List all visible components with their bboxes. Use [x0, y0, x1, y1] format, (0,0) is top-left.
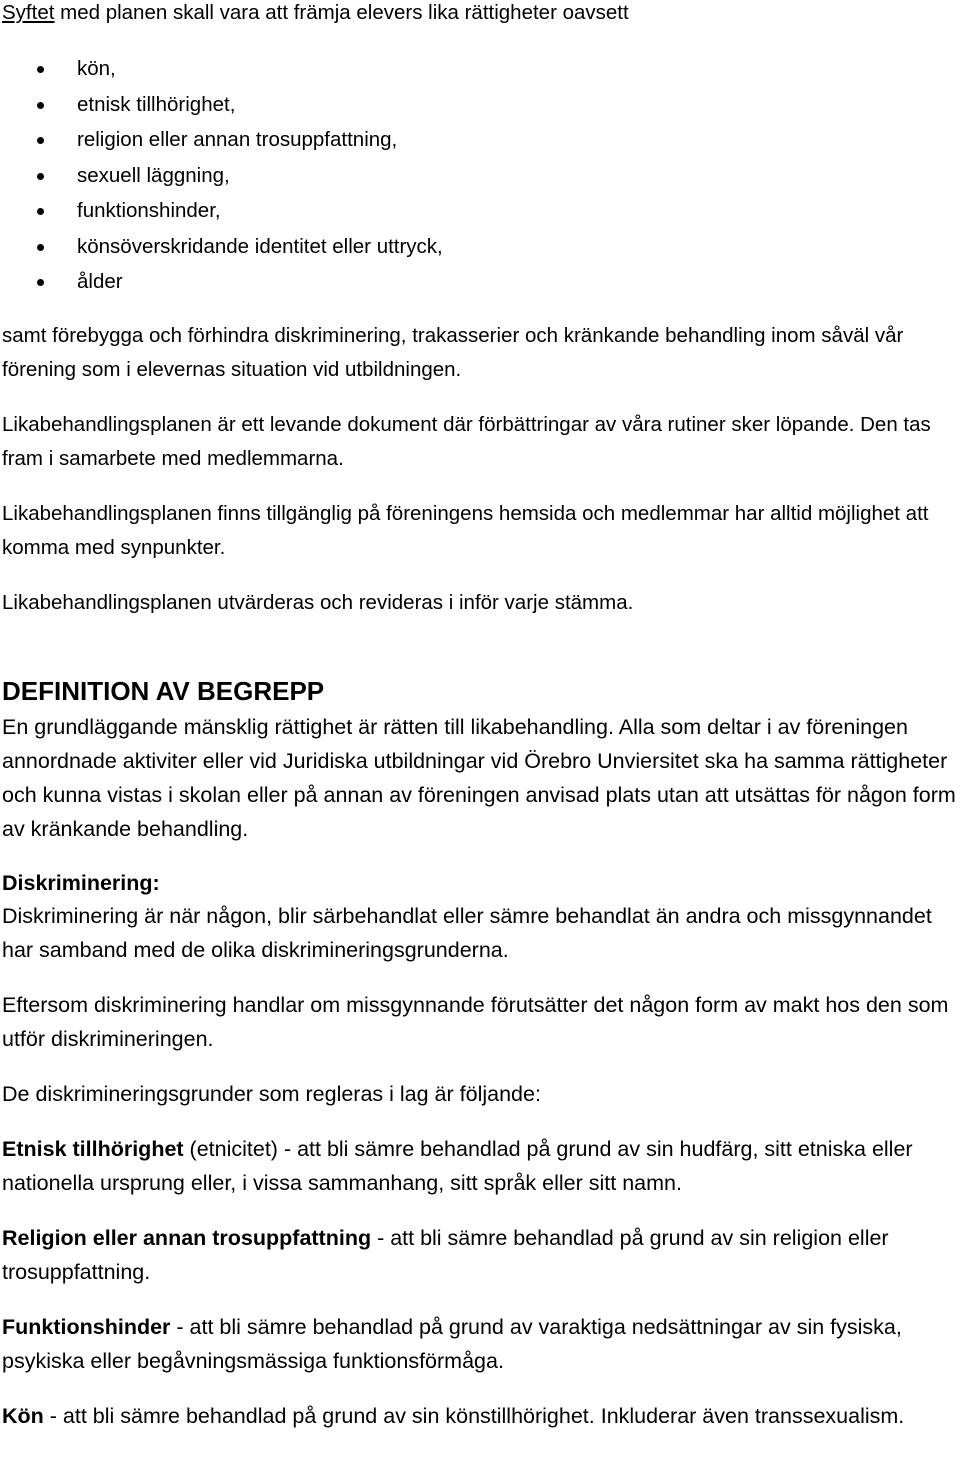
- bullet-icon: [37, 244, 44, 251]
- intro-paragraph: [2, 0, 958, 30]
- definition-heading: DEFINITION AV BEGREPP: [2, 676, 325, 706]
- ground-term: Kön: [2, 1404, 44, 1428]
- prevent-paragraph: samt förebygga och förhindra diskriminering, trakasserier och kränkande behandling inom såväl vår förening som i elevernas situation vid utbildningen.: [2, 324, 904, 381]
- list-item: funktionshinder,: [0, 193, 700, 229]
- list-item: könsöverskridande identitet eller uttryck,: [0, 229, 700, 265]
- bullet-icon: [37, 279, 44, 286]
- grounds-intro-paragraph: De diskrimineringsgrunder som regleras i lag är följande:: [2, 1082, 541, 1106]
- ground-description: - att bli sämre behandlad på grund av varaktiga nedsättningar av sin fysiska, psykiska eller begåvningsmässiga funktionsförmåga.: [2, 1315, 902, 1373]
- list-item: ålder: [0, 264, 700, 300]
- intro-text: med planen skall vara att främja elevers lika rättigheter oavsett: [54, 1, 629, 24]
- bullet-icon: [37, 208, 44, 215]
- ground-religion-paragraph: [2, 1221, 958, 1289]
- power-paragraph: Eftersom diskriminering handlar om missgynnande förutsätter det någon form av makt hos den som utför diskrimineringen.: [2, 993, 949, 1051]
- evaluation-paragraph: Likabehandlingsplanen utvärderas och revideras i inför varje stämma.: [2, 591, 634, 614]
- grounds-bullet-list: [0, 51, 700, 300]
- list-item: sexuell läggning,: [0, 158, 700, 194]
- ground-term: Funktionshinder: [2, 1315, 171, 1339]
- ground-description: (etnicitet) - att bli sämre behandlad på grund av sin hudfärg, sitt etniska eller nationella ursprung eller, i vissa sammanhang, sitt språk eller sitt namn.: [2, 1137, 913, 1195]
- definition-paragraph: En grundläggande mänsklig rättighet är rätten till likabehandling. Alla som deltar i av föreningen annordnade aktiviter eller vid Juridiska utbildningar vid Örebro Unviersitet ska ha samma rättigheter och kunna vistas i skolan eller på annan av föreningen anvisad plats utan att utsättas för någon form av kränkande behandling.: [2, 715, 956, 841]
- ground-term: Religion eller annan trosuppfattning: [2, 1226, 372, 1250]
- living-document-paragraph: Likabehandlingsplanen är ett levande dokument där förbättringar av våra rutiner sker löpande. Den tas fram i samarbete med medlemmarna.: [2, 413, 931, 470]
- discrimination-label: Diskriminering:: [2, 871, 160, 895]
- bullet-icon: [37, 137, 44, 144]
- list-item: kön,: [0, 51, 700, 87]
- discrimination-paragraph: Diskriminering är när någon, blir särbehandlat eller sämre behandlat än andra och missgynnandet har samband med de olika diskrimineringsgrunderna.: [2, 904, 932, 962]
- list-item: etnisk tillhörighet,: [0, 87, 700, 123]
- bullet-icon: [37, 102, 44, 109]
- ground-disability-paragraph: [2, 1310, 958, 1378]
- ground-ethnic-paragraph: [2, 1132, 958, 1200]
- bullet-icon: [37, 173, 44, 180]
- list-item: religion eller annan trosuppfattning,: [0, 122, 700, 158]
- ground-gender-paragraph: [2, 1399, 958, 1433]
- ground-term: Etnisk tillhörighet: [2, 1137, 184, 1161]
- availability-paragraph: Likabehandlingsplanen finns tillgänglig på föreningens hemsida och medlemmar har alltid möjlighet att komma med synpunkter.: [2, 502, 929, 559]
- ground-description: - att bli sämre behandlad på grund av sin könstillhörighet. Inkluderar även transsexualism.: [43, 1404, 905, 1428]
- bullet-icon: [37, 66, 44, 73]
- ground-description: - att bli sämre behandlad på grund av sin religion eller trosuppfattning.: [2, 1226, 889, 1284]
- intro-underlined-word: Syftet: [2, 1, 55, 24]
